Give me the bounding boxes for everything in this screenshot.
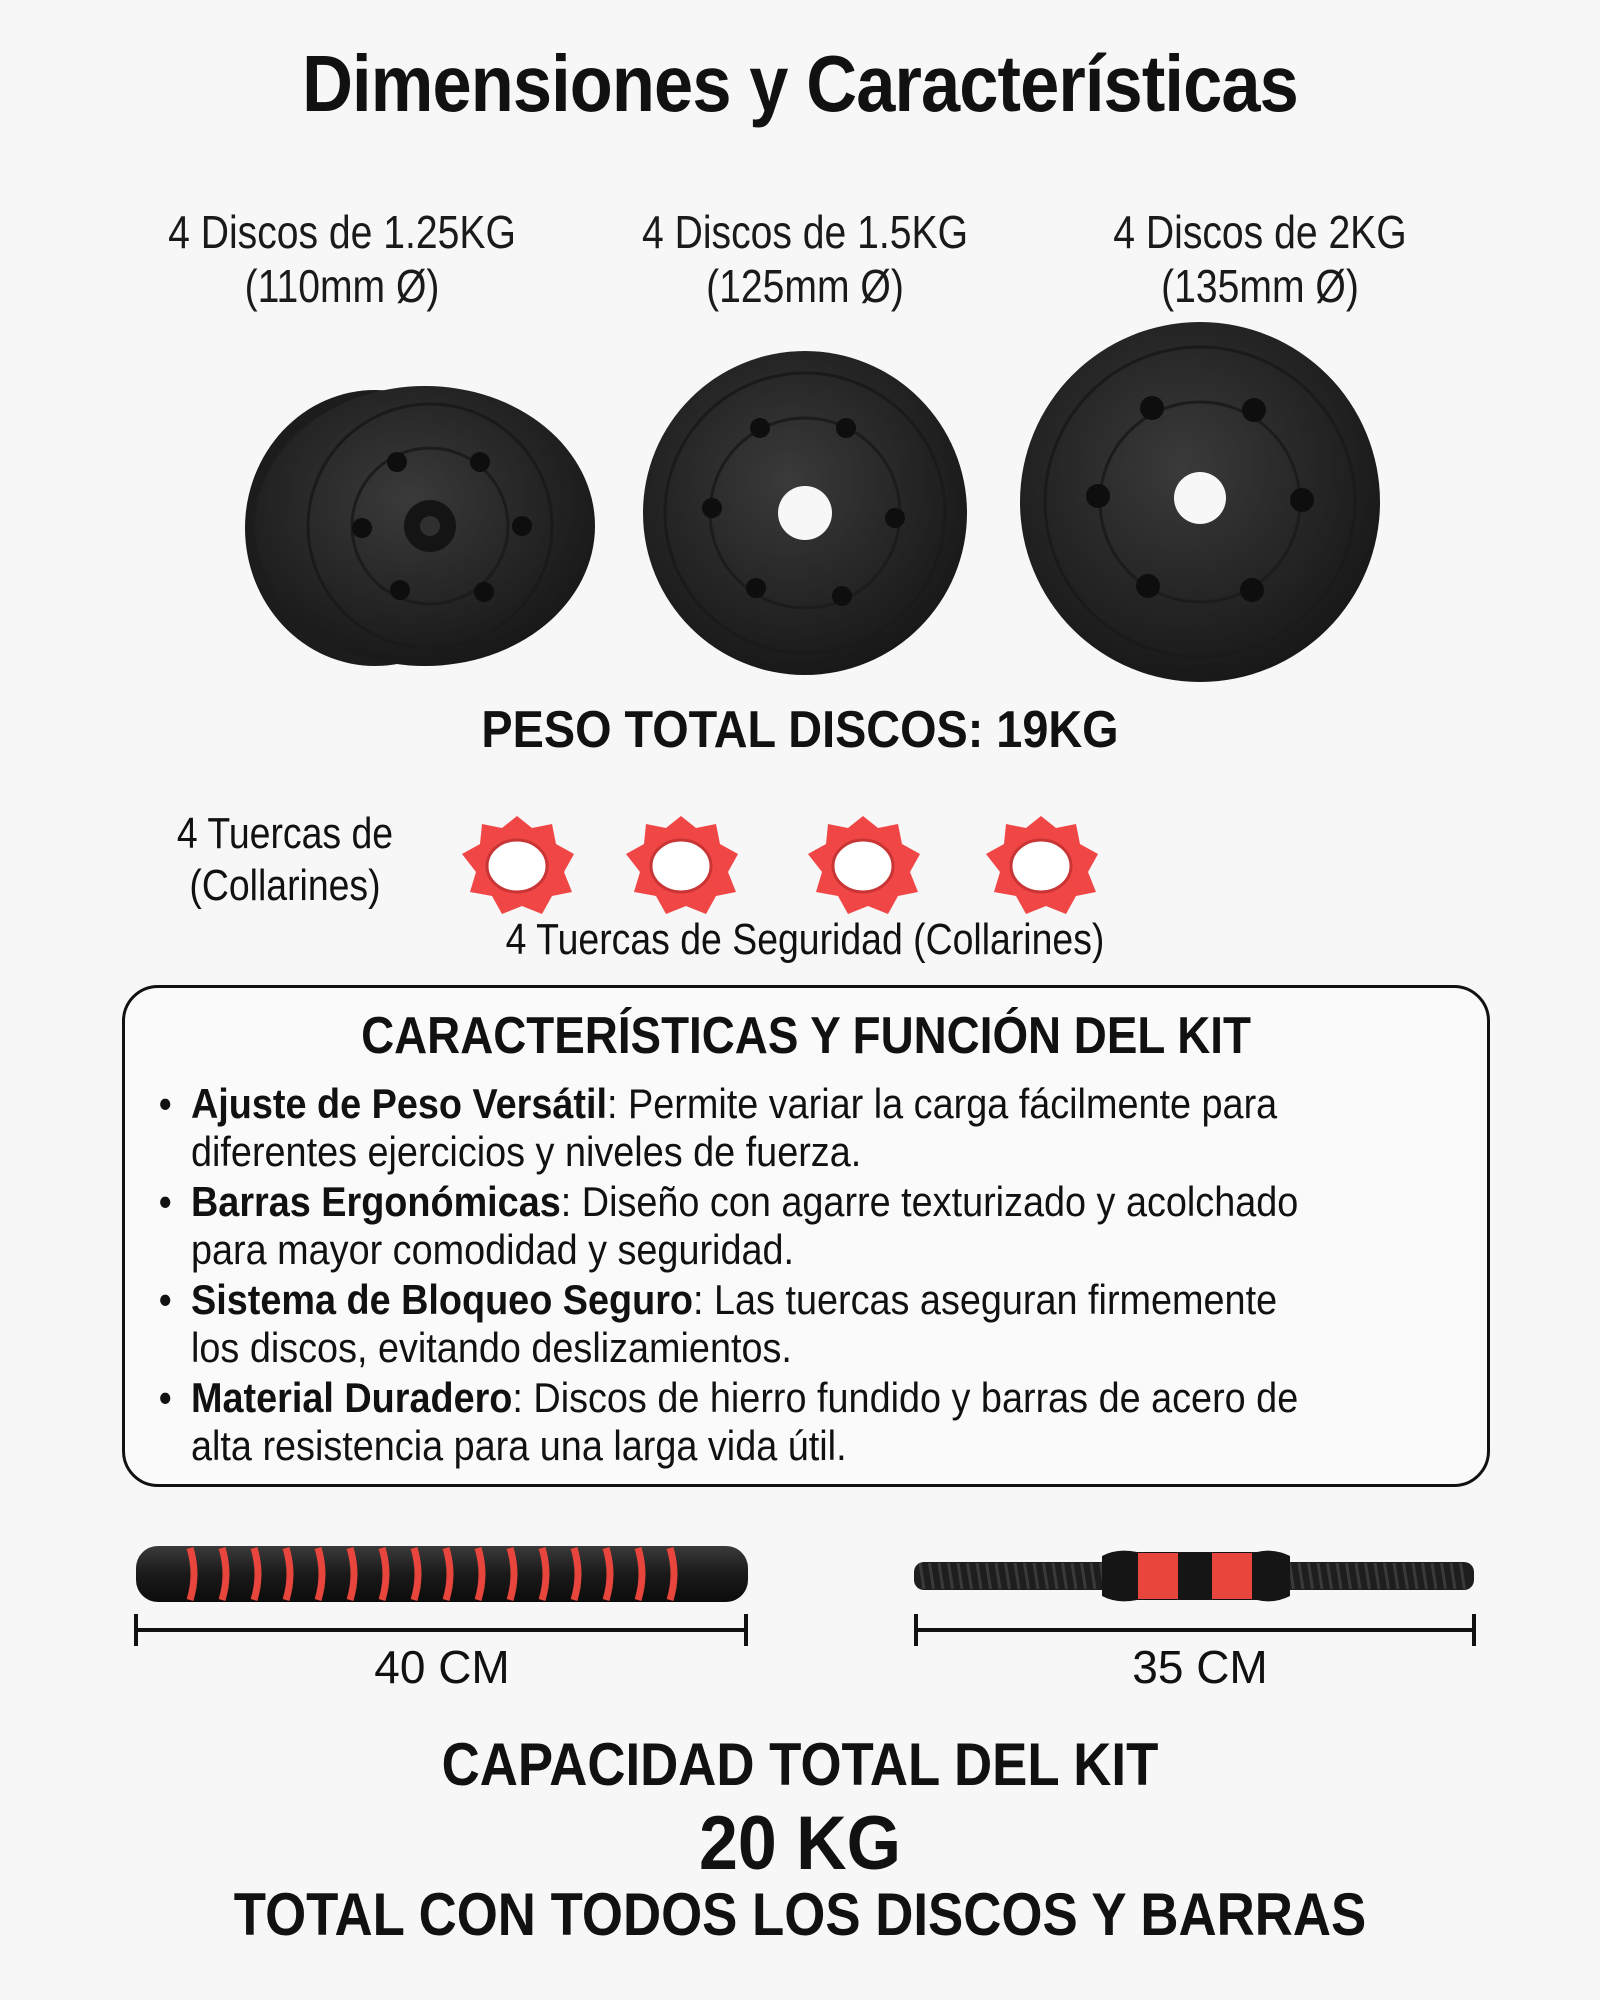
nut-label-line1: 4 Tuercas de <box>176 809 394 858</box>
feature-description-line2: alta resistencia para una larga vida útil. <box>191 1422 847 1469</box>
nut-label-line2: (Collarines) <box>189 861 381 910</box>
features-list <box>155 1080 1475 1472</box>
disc-label-large <box>1073 205 1447 313</box>
features-title: CARACTERÍSTICAS Y FUNCIÓN DEL KIT <box>361 1007 1251 1065</box>
feature-item <box>155 1276 1451 1372</box>
capacity-title: CAPACIDAD TOTAL DEL KIT <box>441 1731 1159 1798</box>
handle-length-label: 40 CM <box>374 1641 510 1693</box>
feature-description-line2: los discos, evitando deslizamientos. <box>191 1324 792 1371</box>
feature-description-line1: Las tuercas aseguran firmemente <box>703 1276 1278 1323</box>
feature-description-line2: diferentes ejercicios y niveles de fuerza. <box>191 1128 862 1175</box>
feature-name: Barras Ergonómicas <box>191 1178 561 1225</box>
collar-nut-icon <box>798 810 928 920</box>
nut-label <box>145 808 426 912</box>
disc-label-small <box>155 205 529 313</box>
capacity-value: 20 KG <box>698 1801 902 1886</box>
disc-label-small-weight: 4 Discos de 1.25KG <box>168 206 516 258</box>
disc-label-medium <box>618 205 992 313</box>
feature-name: Sistema de Bloqueo Seguro <box>191 1276 694 1323</box>
feature-description-line1: Permite variar la carga fácilmente para <box>617 1080 1278 1127</box>
feature-item <box>155 1080 1451 1176</box>
disc-label-large-weight: 4 Discos de 2KG <box>1113 206 1407 258</box>
disc-label-small-diameter: (110mm Ø) <box>244 260 440 312</box>
feature-description-line1: Diseño con agarre texturizado y acolchado <box>571 1178 1299 1225</box>
medium-disc-image <box>640 348 970 678</box>
padded-handle-image <box>132 1540 752 1610</box>
nut-caption: 4 Tuercas de Seguridad (Collarines) <box>505 915 1105 964</box>
collar-nut-icon <box>976 810 1106 920</box>
capacity-subtitle: TOTAL CON TODOS LOS DISCOS Y BARRAS <box>233 1881 1367 1948</box>
feature-separator: : <box>560 1178 572 1225</box>
feature-name: Ajuste de Peso Versátil <box>191 1080 607 1127</box>
feature-separator: : <box>606 1080 618 1127</box>
feature-name: Material Duradero <box>191 1374 513 1421</box>
feature-separator: : <box>512 1374 523 1421</box>
feature-item <box>155 1374 1451 1470</box>
disc-total-weight: PESO TOTAL DISCOS: 19KG <box>481 701 1119 759</box>
feature-description-line1: Discos de hierro fundido y barras de acero de <box>522 1374 1299 1421</box>
feature-item <box>155 1178 1451 1274</box>
feature-separator: : <box>693 1276 704 1323</box>
bar-length-label: 35 CM <box>1132 1641 1268 1693</box>
disc-label-medium-diameter: (125mm Ø) <box>706 260 904 312</box>
features-box <box>122 985 1490 1487</box>
large-disc-image <box>1018 320 1383 685</box>
feature-description-line2: para mayor comodidad y seguridad. <box>191 1226 795 1273</box>
page-title: Dimensiones y Características <box>302 39 1298 128</box>
disc-label-large-diameter: (135mm Ø) <box>1161 260 1359 312</box>
collar-nut-icon <box>452 810 582 920</box>
dumbbell-bar-image <box>912 1540 1478 1610</box>
collar-nut-icon <box>616 810 746 920</box>
small-disc-image <box>240 380 600 670</box>
disc-label-medium-weight: 4 Discos de 1.5KG <box>641 206 969 258</box>
